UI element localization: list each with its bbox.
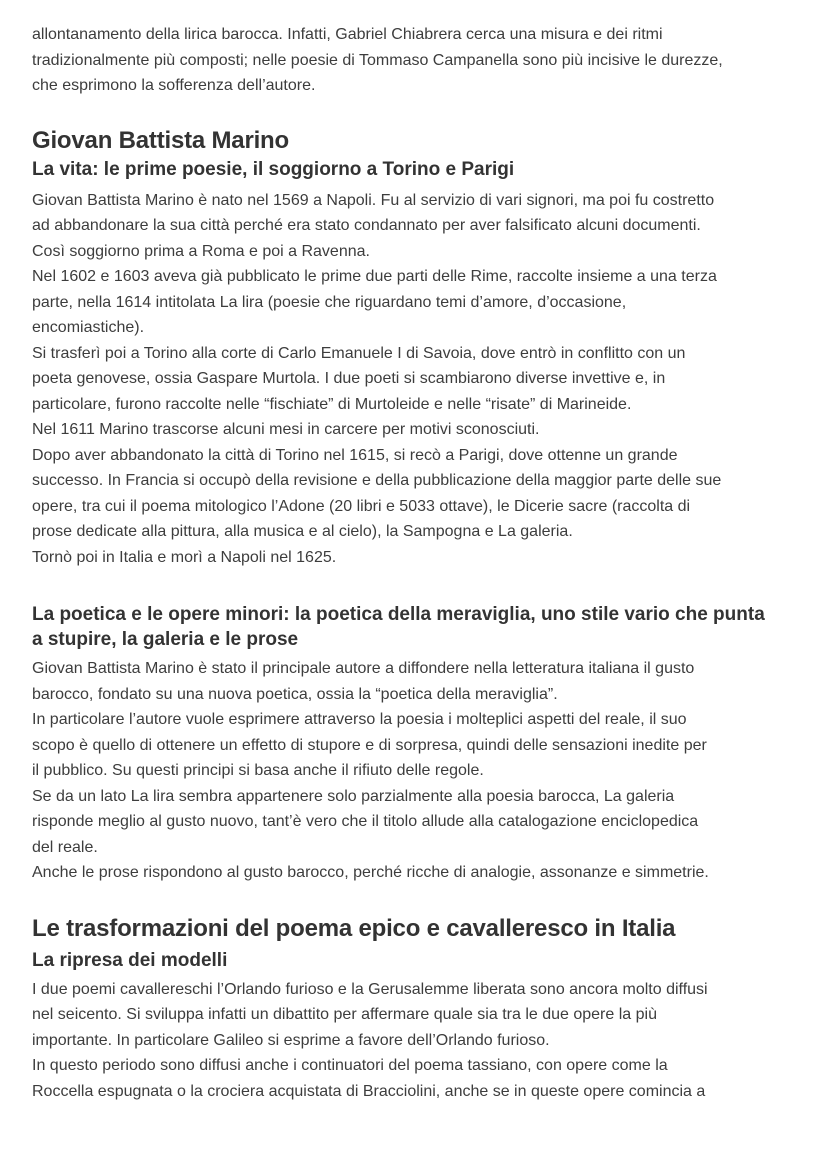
text-line: Tornò poi in Italia e morì a Napoli nel 1625. xyxy=(32,548,337,566)
text-line: poeta genovese, ossia Gaspare Murtola. I due poeti si scambiarono diverse invettive e, in xyxy=(32,370,666,387)
text-line: Giovan Battista Marino xyxy=(32,126,289,154)
paragraph xyxy=(32,977,828,1105)
text-line: prose dedicate alla pittura, alla musica e al cielo), la Sampogna e La galeria. xyxy=(32,523,573,540)
subsection-heading xyxy=(32,602,828,652)
text-line: importante. In particolare Galileo si esprime a favore dell’Orlando furioso. xyxy=(32,1031,550,1049)
text-line: Giovan Battista Marino è stato il principale autore a diffondere nella letteratura italiana il gusto xyxy=(32,660,695,677)
text-line: che esprimono la sofferenza dell’autore. xyxy=(32,77,316,94)
text-line: scopo è quello di ottenere un effetto di stupore e di sorpresa, quindi delle sensazioni inedite per xyxy=(32,736,707,754)
text-line: il pubblico. Su questi principi si basa anche il rifiuto delle regole. xyxy=(32,762,484,779)
text-line: nel seicento. Si sviluppa infatti un dibattito per affermare quale sia tra le due opere la più xyxy=(32,1006,657,1023)
text-line: Nel 1611 Marino trascorse alcuni mesi in carcere per motivi sconosciuti. xyxy=(32,421,540,438)
text-line: Anche le prose rispondono al gusto barocco, perché ricche di analogie, assonanze e simmetrie. xyxy=(32,864,709,881)
text-line: Si trasferì poi a Torino alla corte di Carlo Emanuele I di Savoia, dove entrò in conflitto con un xyxy=(32,344,686,362)
text-line: barocco, fondato su una nuova poetica, ossia la “poetica della meraviglia”. xyxy=(32,685,558,703)
text-line: In questo periodo sono diffusi anche i continuatori del poema tassiano, con opere come la xyxy=(32,1057,668,1074)
text-line: Se da un lato La lira sembra appartenere solo parzialmente alla poesia barocca, La galeria xyxy=(32,787,675,805)
paragraph xyxy=(32,188,828,571)
text-line: parte, nella 1614 intitolata La lira (poesie che riguardano temi d’amore, d’occasione, xyxy=(32,293,627,311)
paragraph xyxy=(32,656,828,886)
text-line: allontanamento della lirica barocca. Infatti, Gabriel Chiabrera cerca una misura e dei ritmi xyxy=(32,26,663,43)
text-line: particolare, furono raccolte nelle “fischiate” di Murtoleide e nelle “risate” di Marineide. xyxy=(32,395,632,413)
text-line: ad abbandonare la sua città perché era stato condannato per aver falsificato alcuni documenti. xyxy=(32,217,701,234)
text-line: La ripresa dei modelli xyxy=(32,949,228,971)
text-line: I due poemi cavallereschi l’Orlando furioso e la Gerusalemme liberata sono ancora molto diffusi xyxy=(32,980,708,998)
text-line: In particolare l’autore vuole esprimere attraverso la poesia i molteplici aspetti del reale, il suo xyxy=(32,711,687,728)
text-line: Nel 1602 e 1603 aveva già pubblicato le prime due parti delle Rime, raccolte insieme a una terza xyxy=(32,268,717,285)
section-heading xyxy=(32,126,828,156)
text-line: encomiastiche). xyxy=(32,319,145,336)
text-line: La poetica e le opere minori: la poetica della meraviglia, uno stile vario che punta xyxy=(32,604,765,625)
text-line: Così soggiorno prima a Roma e poi a Ravenna. xyxy=(32,242,370,260)
text-line: La vita: le prime poesie, il soggiorno a Torino e Parigi xyxy=(32,158,515,180)
text-line: successo. In Francia si occupò della revisione e della pubblicazione della maggior parte delle sue xyxy=(32,472,722,489)
text-line: Dopo aver abbandonato la città di Torino nel 1615, si recò a Parigi, dove ottenne un grande xyxy=(32,446,678,464)
text-line: Giovan Battista Marino è nato nel 1569 a Napoli. Fu al servizio di vari signori, ma poi fu costretto xyxy=(32,191,715,209)
text-line: Le trasformazioni del poema epico e cavalleresco in Italia xyxy=(32,914,676,942)
text-line: a stupire, la galeria e le prose xyxy=(32,629,299,650)
text-line: opere, tra cui il poema mitologico l’Adone (20 libri e 5033 ottave), le Dicerie sacre (raccolta di xyxy=(32,497,691,515)
text-line: tradizionalmente più composti; nelle poesie di Tommaso Campanella sono più incisive le durezze, xyxy=(32,51,723,69)
subsection-heading xyxy=(32,157,828,182)
subsection-heading xyxy=(32,948,828,973)
text-line: risponde meglio al gusto nuovo, tant’è vero che il titolo allude alla catalogazione enciclopedica xyxy=(32,813,699,830)
section-heading xyxy=(32,914,828,944)
paragraph xyxy=(32,22,828,99)
text-line: del reale. xyxy=(32,838,98,856)
text-line: Roccella espugnata o la crociera acquistata di Bracciolini, anche se in queste opere comincia a xyxy=(32,1082,706,1100)
document-body xyxy=(32,22,828,1104)
